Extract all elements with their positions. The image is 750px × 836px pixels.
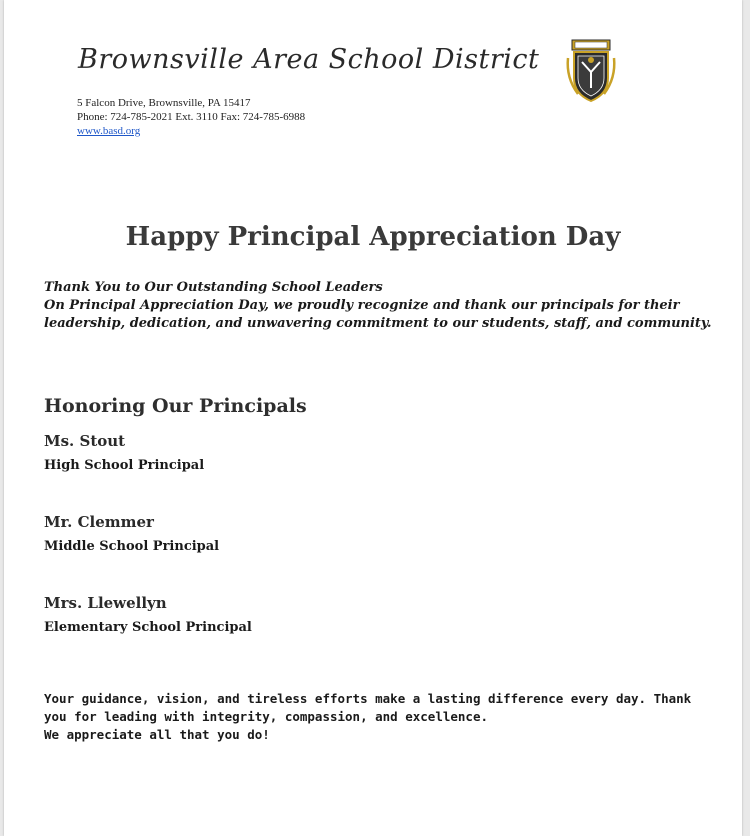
intro-text: [44, 279, 724, 333]
letter-page: [4, 0, 742, 836]
phone-line: Phone: 724-785-2021 Ext. 3110 Fax: 724-785-6988: [77, 111, 306, 123]
address-block: [77, 96, 305, 138]
principal-name: Mrs. Llewellyn: [44, 594, 167, 612]
principal-role: Elementary School Principal: [44, 620, 252, 635]
closing-signoff: We appreciate all that you do!: [44, 727, 270, 742]
website-link[interactable]: www.basd.org: [77, 125, 141, 137]
intro-heading: Thank You to Our Outstanding School Leaders: [44, 280, 383, 295]
address-line: 5 Falcon Drive, Brownsville, PA 15417: [77, 97, 251, 109]
district-name: Brownsville Area School District: [78, 44, 540, 75]
school-crest-icon: [564, 38, 618, 104]
principal-entry: [44, 513, 219, 554]
principal-entry: [44, 432, 204, 473]
intro-body: On Principal Appreciation Day, we proudly recognize and thank our principals for their leadership, dedication, and unwavering commitment to our students, staff, and community.: [44, 298, 712, 331]
principal-role: High School Principal: [44, 458, 205, 473]
principal-name: Ms. Stout: [44, 432, 126, 450]
closing-body: Your guidance, vision, and tireless efforts make a lasting difference every day. Thank you for leading with integrity, compassion, and excellence.: [44, 691, 692, 724]
principal-role: Middle School Principal: [44, 539, 220, 554]
principals-heading: Honoring Our Principals: [44, 395, 307, 417]
principal-entry: [44, 594, 252, 635]
principal-name: Mr. Clemmer: [44, 513, 154, 531]
closing-text: [44, 690, 704, 744]
page-title: Happy Principal Appreciation Day: [125, 222, 621, 252]
